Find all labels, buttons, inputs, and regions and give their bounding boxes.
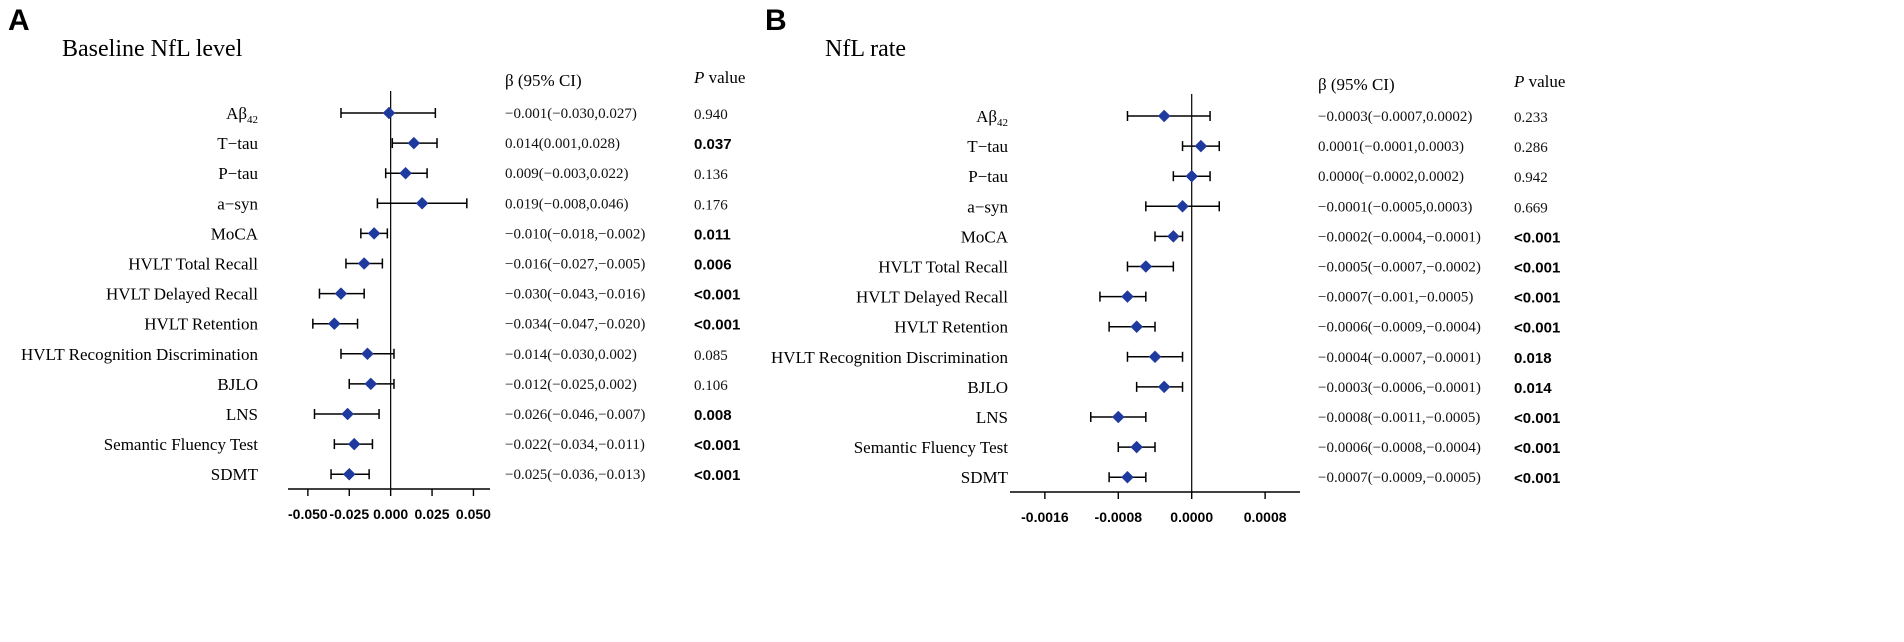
point-estimate-marker: [1158, 381, 1170, 393]
point-estimate-marker: [1177, 200, 1189, 212]
row-label-text: Aβ: [976, 107, 997, 126]
x-tick-label: -0.0008: [1094, 509, 1143, 525]
p-value: 0.008: [694, 407, 732, 424]
beta-ci-value: −0.0003(−0.0006,−0.0001): [1318, 379, 1481, 396]
beta-ci-value: −0.014(−0.030,0.002): [505, 346, 637, 363]
row-label: [894, 318, 1008, 337]
panel-title: NfL rate: [825, 36, 907, 62]
row-label-text: LNS: [225, 405, 258, 424]
p-header-italic: P: [1514, 72, 1525, 91]
row-label: [967, 378, 1008, 397]
row-label-text: HVLT Recognition Discrimination: [20, 344, 258, 364]
row-label: [218, 164, 258, 183]
beta-ci-value: −0.0006(−0.0008,−0.0004): [1318, 440, 1481, 457]
p-value: <0.001: [694, 316, 741, 334]
x-tick-label: 0.050: [455, 506, 491, 522]
p-value: 0.011: [694, 226, 731, 244]
row-label-text: SDMT: [210, 465, 258, 485]
row-label-text: P−tau: [968, 167, 1008, 187]
beta-ci-value: −0.025(−0.036,−0.013): [505, 467, 646, 484]
beta-ci-value: −0.026(−0.046,−0.007): [505, 407, 646, 423]
p-value: <0.001: [1514, 410, 1561, 427]
x-tick-label: -0.0016: [1021, 509, 1069, 525]
x-tick-label: 0.000: [373, 506, 409, 522]
row-label-text: SDMT: [960, 468, 1008, 488]
row-label: [217, 194, 258, 213]
row-label-text: MoCA: [210, 224, 258, 244]
point-estimate-marker: [348, 438, 360, 450]
row-label: [967, 137, 1008, 156]
p-value: 0.286: [1514, 140, 1548, 157]
row-label-text: HVLT Total Recall: [878, 257, 1008, 277]
row-label: [217, 134, 258, 153]
point-estimate-marker: [358, 258, 370, 270]
p-value: <0.001: [694, 467, 741, 485]
beta-ci-value: 0.0001(−0.0001,0.0003): [1318, 139, 1464, 156]
row-label-text: a−syn: [217, 194, 258, 214]
row-label-text: HVLT Retention: [144, 314, 258, 334]
p-value: 0.233: [1514, 110, 1548, 126]
beta-ci-value: −0.010(−0.018,−0.002): [505, 226, 646, 243]
beta-ci-value: −0.001(−0.030,0.027): [505, 106, 637, 122]
beta-ci-value: 0.009(−0.003,0.022): [505, 166, 629, 183]
p-header-rest: value: [704, 68, 746, 87]
row-label: [104, 435, 259, 454]
point-estimate-marker: [1131, 441, 1143, 453]
beta-column-header: β (95% CI): [505, 71, 582, 90]
point-estimate-marker: [1149, 351, 1161, 363]
p-value: <0.001: [1514, 259, 1561, 277]
row-label: [226, 405, 258, 424]
panel-letter: B: [765, 4, 787, 37]
p-header-italic: P: [694, 68, 705, 87]
point-estimate-marker: [400, 167, 412, 179]
p-value: <0.001: [1514, 319, 1561, 337]
p-value: <0.001: [694, 437, 741, 455]
row-label: [854, 438, 1009, 457]
point-estimate-marker: [1158, 110, 1170, 122]
p-value: <0.001: [1514, 289, 1561, 307]
row-label-text: Aβ: [226, 104, 247, 123]
point-estimate-marker: [416, 197, 428, 209]
row-label-subscript: 42: [997, 117, 1008, 129]
beta-ci-value: −0.0004(−0.0007,−0.0001): [1318, 349, 1481, 366]
panel-b: [765, 4, 1565, 525]
row-label: [21, 345, 259, 364]
beta-ci-value: −0.030(−0.043,−0.016): [505, 286, 646, 303]
x-tick-label: -0.025: [329, 506, 370, 522]
point-estimate-marker: [383, 107, 395, 119]
row-label-text: a−syn: [967, 197, 1008, 217]
row-label: [106, 285, 258, 304]
row-label: [128, 255, 258, 274]
row-label: [771, 348, 1009, 367]
panel-title: Baseline NfL level: [62, 36, 243, 62]
p-value: 0.669: [1514, 200, 1548, 217]
p-value: <0.001: [1514, 470, 1561, 488]
beta-ci-value: −0.034(−0.047,−0.020): [505, 316, 646, 333]
beta-ci-value: −0.0005(−0.0007,−0.0002): [1318, 259, 1481, 276]
p-value: 0.037: [694, 136, 732, 154]
point-estimate-marker: [1186, 170, 1198, 182]
p-value: 0.106: [694, 377, 728, 394]
row-label-text: Semantic Fluency Test: [103, 435, 258, 455]
p-value: 0.942: [1514, 170, 1548, 187]
row-label: [961, 227, 1009, 246]
p-value: 0.176: [694, 197, 728, 214]
p-value: 0.940: [694, 107, 728, 123]
beta-ci-value: −0.012(−0.025,0.002): [505, 376, 637, 393]
p-value: 0.006: [694, 256, 732, 274]
row-label: [961, 468, 1009, 487]
p-value-column-header: [1513, 72, 1565, 91]
p-value: 0.014: [1514, 379, 1552, 397]
row-label: [967, 197, 1008, 216]
point-estimate-marker: [1121, 291, 1133, 303]
point-estimate-marker: [1112, 411, 1124, 423]
row-label: [226, 104, 258, 126]
point-estimate-marker: [343, 468, 355, 480]
p-value: <0.001: [1514, 229, 1561, 247]
point-estimate-marker: [1121, 471, 1133, 483]
row-label-text: T−tau: [967, 137, 1008, 157]
beta-ci-value: −0.0001(−0.0005,0.0003): [1318, 199, 1473, 216]
point-estimate-marker: [328, 318, 340, 330]
beta-ci-value: −0.0006(−0.0009,−0.0004): [1318, 319, 1481, 336]
row-label-text: HVLT Total Recall: [128, 254, 258, 274]
row-label: [856, 288, 1008, 307]
row-label: [217, 375, 258, 394]
point-estimate-marker: [368, 227, 380, 239]
row-label: [211, 224, 259, 243]
point-estimate-marker: [361, 348, 373, 360]
row-label-text: LNS: [975, 408, 1008, 427]
row-label-text: BJLO: [967, 377, 1008, 397]
p-value-column-header: [693, 68, 745, 87]
point-estimate-marker: [365, 378, 377, 390]
point-estimate-marker: [1140, 261, 1152, 273]
point-estimate-marker: [335, 288, 347, 300]
row-label: [976, 107, 1008, 129]
panel-letter: A: [8, 4, 30, 37]
p-value: 0.085: [694, 347, 728, 364]
beta-ci-value: 0.0000(−0.0002,0.0002): [1318, 169, 1464, 186]
row-label-text: MoCA: [960, 227, 1008, 247]
beta-ci-value: 0.019(−0.008,0.046): [505, 196, 629, 213]
beta-ci-value: −0.016(−0.027,−0.005): [505, 256, 646, 273]
panel-a: [8, 4, 745, 522]
x-tick-label: 0.025: [414, 506, 450, 522]
row-label-text: HVLT Retention: [894, 317, 1008, 337]
x-tick-label: 0.0000: [1170, 509, 1214, 525]
beta-ci-value: −0.0007(−0.001,−0.0005): [1318, 289, 1474, 306]
row-label-text: HVLT Recognition Discrimination: [770, 347, 1008, 367]
p-value: <0.001: [694, 286, 741, 304]
p-value: 0.136: [694, 167, 728, 184]
row-label-text: HVLT Delayed Recall: [855, 287, 1008, 307]
p-value: 0.018: [1514, 349, 1552, 367]
row-label: [144, 315, 258, 334]
point-estimate-marker: [1167, 230, 1179, 242]
beta-ci-value: −0.0007(−0.0009,−0.0005): [1318, 470, 1481, 487]
row-label: [211, 465, 259, 484]
row-label: [976, 408, 1008, 427]
point-estimate-marker: [408, 137, 420, 149]
row-label: [878, 258, 1008, 277]
row-label-text: HVLT Delayed Recall: [105, 284, 258, 304]
row-label-text: T−tau: [217, 134, 258, 154]
row-label-text: BJLO: [217, 374, 258, 394]
point-estimate-marker: [1131, 321, 1143, 333]
beta-ci-value: −0.0003(−0.0007,0.0002): [1318, 109, 1473, 125]
p-header-rest: value: [1524, 72, 1566, 91]
beta-ci-value: −0.0008(−0.0011,−0.0005): [1318, 410, 1481, 426]
x-tick-label: -0.050: [288, 506, 328, 522]
beta-ci-value: 0.014(0.001,0.028): [505, 136, 620, 153]
p-value: <0.001: [1514, 440, 1561, 458]
beta-column-header: β (95% CI): [1318, 75, 1395, 94]
row-label-text: Semantic Fluency Test: [853, 438, 1008, 458]
row-label: [968, 167, 1008, 186]
row-label-subscript: 42: [247, 114, 258, 126]
point-estimate-marker: [342, 408, 354, 420]
beta-ci-value: −0.0002(−0.0004,−0.0001): [1318, 229, 1481, 246]
beta-ci-value: −0.022(−0.034,−0.011): [505, 437, 645, 454]
row-label-text: P−tau: [218, 164, 258, 184]
x-tick-label: 0.0008: [1243, 509, 1287, 525]
point-estimate-marker: [1195, 140, 1207, 152]
